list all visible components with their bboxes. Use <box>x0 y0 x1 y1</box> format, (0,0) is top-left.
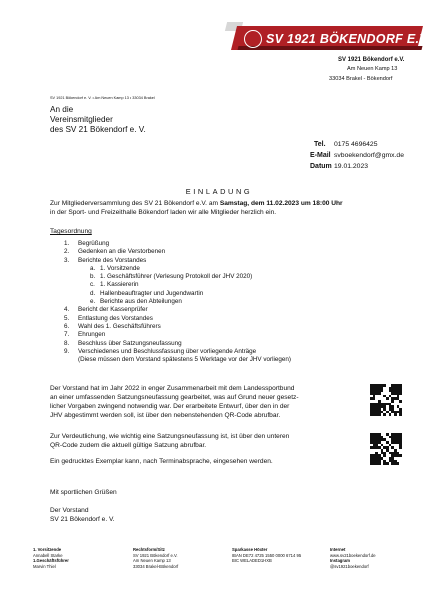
agenda-list <box>64 240 291 364</box>
agenda-item-text: Gedenken an die Verstorbenen <box>78 248 166 256</box>
agenda-item-number: 1. <box>64 240 70 247</box>
date-value: 19.01.2023 <box>334 163 369 170</box>
agenda-item-number: 9. <box>64 347 70 355</box>
tel-value: 0175 4696425 <box>334 141 378 148</box>
agenda-item <box>64 290 291 298</box>
paragraph-2-line-2: QR-Code zudem die aktuell gültige Satzung abrufbar. <box>50 442 207 449</box>
tel-label: Tel. <box>314 141 326 148</box>
agenda-item-number: a. <box>90 264 96 272</box>
footer-board-heading: 1. Vorsitzende <box>33 547 62 552</box>
agenda-item-number: 5. <box>64 314 70 322</box>
footer-legal-name: SV 1921 Bökendorf e.V. <box>133 552 178 558</box>
paragraph-2-line-1: Zur Verdeutlichung, wie wichtig eine Satzungsneufassung ist, ist über den unteren <box>50 433 290 440</box>
email-label: E-Mail <box>310 152 331 159</box>
paragraph-3: Ein gedrucktes Exemplar kann, nach Terminabsprache, eingesehen werden. <box>50 458 273 465</box>
paragraph-1-line-4: JHV abgestimmt werden soll, ist über den nebenstehenden QR-Code abrufbar. <box>50 412 281 419</box>
logo-text: SV 1921 BÖKENDORF E.V. <box>266 32 431 46</box>
meeting-date: Samstag, dem 11.02.2023 um 18:00 Uhr <box>219 200 343 207</box>
footer-legal-heading: Rechtsform/Sitz <box>133 547 165 552</box>
footer-legal-city: 33034 Brakel-Bökendorf <box>133 563 179 569</box>
footer-legal <box>133 547 178 569</box>
agenda-item-text: Wahl des 1. Geschäftsführers <box>78 322 161 330</box>
paragraph-1-line-2: an einer umfassenden Satzungsneufassung gearbeitet, was auf Grund neuer gesetz- <box>50 394 299 401</box>
footer-chair-name: Annabell Starke <box>33 552 63 558</box>
agenda-item <box>64 323 291 331</box>
agenda-item-number: b. <box>90 273 96 281</box>
footer-manager-heading: 1.Geschäftsführer <box>33 558 69 564</box>
agenda-item <box>64 340 291 348</box>
agenda-item-number: d. <box>90 289 96 297</box>
recipient-line-2: Vereinsmitglieder <box>50 115 113 124</box>
footer-instagram-heading: Instagram <box>330 558 351 564</box>
agenda-item-text: Berichte aus den Abteilungen <box>100 298 182 306</box>
agenda-item-text: Beschluss über Satzungsneufassung <box>78 339 182 347</box>
agenda-item-number: e. <box>90 298 96 306</box>
paragraph-1-line-1: Der Vorstand hat im Jahr 2022 in enger Zusammenarbeit mit dem Landessportbund <box>50 385 295 392</box>
agenda-item <box>64 306 291 314</box>
club-street: Am Neuen Kamp 13 <box>347 66 398 72</box>
qr-code-current-statute[interactable] <box>370 433 402 465</box>
footer-internet-heading[interactable]: Internet <box>330 547 346 552</box>
agenda-item-text: 1. Vorsitzende <box>100 264 140 272</box>
paragraph-1-line-3: licher Vorgaben zwingend notwendig war. Der erarbeitete Entwurf, über den in der <box>50 403 290 410</box>
footer-bic: BIC WELADED1HXB <box>232 558 272 564</box>
agenda-item-text: (Diese müssen dem Vorstand spätestens 5 Werktage vor der JHV vorliegen) <box>78 356 292 364</box>
footer-instagram-link[interactable]: @sv1921boekendorf <box>330 563 369 569</box>
agenda-item <box>64 348 291 356</box>
agenda-item-text: Ehrungen <box>78 331 106 339</box>
agenda-item-text: Verschiedenes und Beschlussfassung über vorliegende Anträge <box>78 347 257 355</box>
recipient-line-3: des SV 21 Bökendorf e. V. <box>50 125 146 134</box>
agenda-item-text: Berichte des Vorstandes <box>78 256 147 264</box>
footer-bank-heading: Sparkasse Höxter <box>232 547 268 552</box>
agenda-item-text: 1. Geschäftsführer (Verlesung Protokoll der JHV 2020) <box>100 273 253 281</box>
agenda-item <box>64 248 291 256</box>
qr-code-draft-statute[interactable] <box>370 384 402 416</box>
email-value: svboekendorf@gmx.de <box>334 152 404 159</box>
agenda-item-text: Begrüßung <box>78 240 110 247</box>
footer-manager-name: Marvin Thiel <box>33 563 56 569</box>
agenda-heading: Tagesordnung <box>50 228 92 235</box>
agenda-item-number: 7. <box>64 331 70 339</box>
recipient-line-1: An die <box>50 105 74 114</box>
footer-website-link[interactable]: www.sv21boekendorf.de <box>330 552 376 558</box>
agenda-item <box>64 257 291 265</box>
agenda-item <box>64 356 291 364</box>
agenda-item-number: 3. <box>64 256 70 264</box>
intro-line-2: in der Sport- und Freizeithalle Bökendorf laden wir alle Mitglieder herzlich ein. <box>50 209 277 216</box>
signature-line-2: SV 21 Bökendorf e. V. <box>50 516 115 523</box>
agenda-item <box>64 281 291 289</box>
footer-legal-street: Am Neuen Kamp 13 <box>133 558 171 564</box>
club-city: 33034 Brakel - Bökendorf <box>329 76 393 82</box>
footer-web <box>330 547 376 569</box>
agenda-item-number: 6. <box>64 322 70 330</box>
agenda-item <box>64 265 291 273</box>
agenda-item-text: Entlastung des Vorstandes <box>78 314 153 322</box>
signature-line-1: Der Vorstand <box>50 507 89 514</box>
agenda-item <box>64 273 291 281</box>
footer-iban: IBAN DE72 4725 1550 0000 6714 95 <box>232 552 302 558</box>
agenda-item-text: 1. Kassiererin <box>100 281 139 289</box>
closing-greeting: Mit sportlichen Grüßen <box>50 489 117 496</box>
intro-line-1 <box>50 200 343 209</box>
agenda-item <box>64 331 291 339</box>
agenda-item-text: Hallenbeauftragter und Jugendwartin <box>100 289 204 297</box>
agenda-item <box>64 298 291 306</box>
date-label: Datum <box>310 163 332 170</box>
agenda-item-number: 2. <box>64 248 70 256</box>
agenda-item-number: c. <box>90 281 95 289</box>
letter-title: EINLADUNG <box>185 187 253 196</box>
agenda-item-number: 4. <box>64 306 70 314</box>
sender-line: SV 1921 Bökendorf e. V. • Am Neuen Kamp 13 • 33034 Brakel <box>50 96 155 100</box>
agenda-item-text: Bericht der Kassenprüfer <box>78 306 148 314</box>
footer-board <box>33 547 69 569</box>
footer-bank <box>232 547 301 564</box>
agenda-item <box>64 240 291 248</box>
club-name: SV 1921 Bökendorf e.V. <box>338 57 405 63</box>
intro-text: Zur Mitgliederversammlung des SV 21 Bökendorf e.V. am <box>50 200 220 207</box>
agenda-item-number: 8. <box>64 339 70 347</box>
agenda-item <box>64 315 291 323</box>
